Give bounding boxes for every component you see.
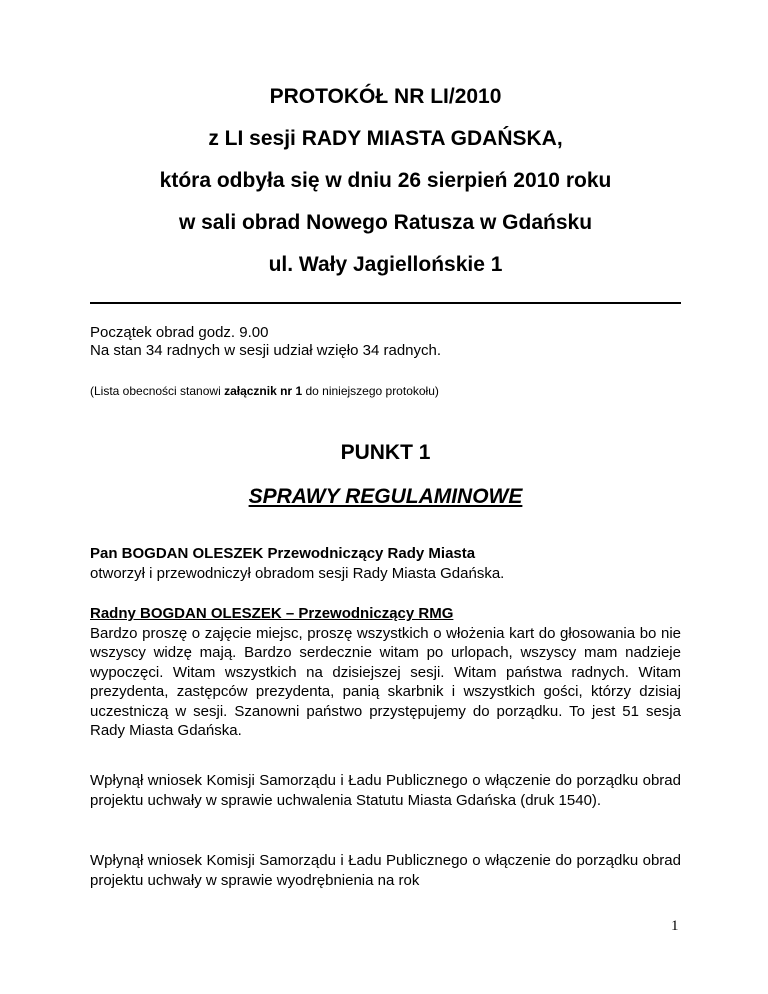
attachment-ref: załącznik nr 1 (224, 384, 303, 398)
section-title: SPRAWY REGULAMINOWE (248, 485, 523, 508)
title-line-1: PROTOKÓŁ NR LI/2010 (269, 85, 502, 108)
speech-block (90, 604, 681, 741)
paragraph-2: Wpłynął wniosek Komisji Samorządu i Ładu Publicznego o włączenie do porządku obrad projektu uchwały w sprawie wyodrębnienia na rok (90, 852, 681, 889)
speech-speaker: Radny BOGDAN OLESZEK – Przewodniczący RMG (90, 605, 454, 622)
protocol-title (90, 82, 681, 292)
horizontal-rule (90, 302, 681, 304)
session-info (90, 324, 681, 360)
page-number: 1 (671, 918, 679, 934)
paragraph-1: Wpłynął wniosek Komisji Samorządu i Ładu Publicznego o włączenie do porządku obrad projektu uchwały w sprawie uchwalenia Statutu Miasta Gdańska (druk 1540). (90, 772, 681, 809)
punkt-heading: PUNKT 1 (340, 441, 431, 464)
opening-text: otworzył i przewodniczył obradom sesji Rady Miasta Gdańska. (90, 564, 505, 582)
opening-block (90, 544, 681, 583)
attendance: Na stan 34 radnych w sesji udział wzięło 34 radnych. (90, 342, 442, 359)
start-time: Początek obrad godz. 9.00 (90, 324, 269, 341)
speech-text: Bardzo proszę o zajęcie miejsc, proszę wszystkich o włożenia kart do głosowania bo nie wszyscy widzę mają. Bardzo serdecznie witam po urlopach, wszyscy mam nadzieje wypoczęci. Witam wszystkich na dzisiejszej sesji. Witam państwa radnych. Witam prezydenta, zastępców prezydenta, panią skarbnik i wszystkich gości, którzy dzisiaj uczestniczą w sesji. Szanowni państwo przystępujemy do porządku. To jest 51 sesja Rady Miasta Gdańska. (90, 624, 681, 739)
title-line-2: z LI sesji RADY MIASTA GDAŃSKA, (208, 127, 563, 150)
title-line-3: która odbyła się w dniu 26 sierpień 2010 roku (159, 169, 612, 192)
note-suffix: do niniejszego protokołu) (302, 384, 439, 398)
note-prefix: (Lista obecności stanowi (90, 384, 225, 398)
title-line-4: w sali obrad Nowego Ratusza w Gdańsku (178, 211, 593, 234)
opening-speaker: Pan BOGDAN OLESZEK Przewodniczący Rady Miasta (90, 545, 476, 562)
attendance-note (90, 384, 681, 399)
title-line-5: ul. Wały Jagiellońskie 1 (268, 253, 503, 276)
